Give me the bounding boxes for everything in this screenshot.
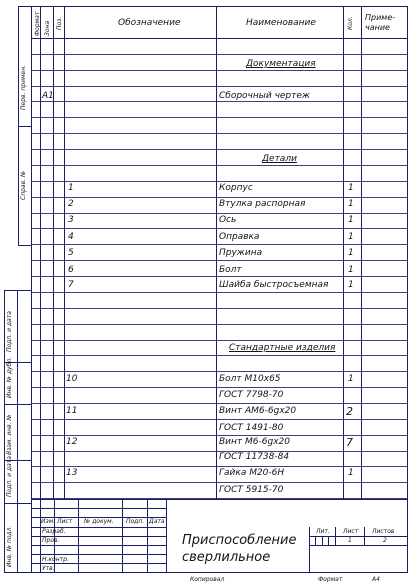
tb-izm: Изм.: [41, 518, 56, 525]
label-podp-data-1: Подп. и дата: [6, 311, 13, 352]
table-row-divider: [31, 466, 408, 467]
header-pos: Поз.: [56, 16, 63, 30]
part-name: Ось: [219, 215, 237, 225]
doc-name: Сборочный чертеж: [219, 91, 311, 101]
label-podp-data-2: Подп. и дата: [6, 456, 13, 497]
std-gost: ГОСТ 7798-70: [219, 390, 284, 400]
table-row-divider: [31, 117, 408, 118]
section-details: Детали: [262, 154, 297, 164]
part-pos: 7: [68, 280, 74, 290]
tb-sheet-val: 1: [348, 537, 352, 544]
label-sprav: Справ. №: [20, 170, 27, 200]
document-title: Приспособление сверлильное: [182, 533, 297, 565]
table-row-divider: [31, 54, 408, 55]
std-qty: 1: [348, 468, 354, 478]
std-name: Болт М10х65: [219, 374, 281, 384]
table-row-divider: [31, 86, 408, 87]
std-gost: ГОСТ 5915-70: [219, 485, 284, 495]
table-row-divider: [31, 101, 408, 102]
std-name: Гайка М20-6Н: [219, 468, 285, 478]
std-pos: 13: [66, 468, 78, 478]
label-perv-primen: Перв. примен.: [20, 64, 27, 110]
part-qty: 1: [348, 265, 354, 275]
std-pos: 12: [66, 437, 78, 447]
label-inv-dubl: Инв. № дубл.: [6, 356, 13, 398]
std-pos: 11: [66, 406, 78, 416]
part-name: Болт: [219, 265, 242, 275]
tb-sheets-val: 2: [383, 537, 387, 544]
section-standard: Стандартные изделия: [229, 343, 336, 353]
part-name: Втулка распорная: [219, 199, 306, 209]
part-pos: 1: [68, 183, 74, 193]
label-inv-podl: Инв. № подл.: [6, 525, 13, 567]
table-row-divider: [31, 165, 408, 166]
tb-prov: Пров.: [42, 537, 60, 544]
table-row-divider: [31, 419, 408, 420]
table-row-divider: [31, 70, 408, 71]
part-qty: 1: [348, 199, 354, 209]
table-row-divider: [31, 228, 408, 229]
tb-sheets: Листов: [372, 528, 395, 535]
footer-copied: Копировал: [190, 576, 225, 583]
header-qty: Кол.: [347, 16, 354, 30]
header-note: Приме- чание: [365, 13, 396, 33]
table-row-divider: [31, 213, 408, 214]
tb-n-kontr: Н.контр.: [42, 556, 69, 563]
std-gost: ГОСТ 11738-84: [219, 452, 290, 462]
part-qty: 1: [348, 280, 354, 290]
part-qty: 1: [348, 248, 354, 258]
std-name: Винт АМ6-6gх20: [219, 406, 297, 416]
label-vzam-inv: Взам. инв. №: [6, 414, 13, 455]
std-qty: 7: [346, 436, 353, 449]
tb-data: Дата: [149, 518, 165, 525]
part-pos: 6: [68, 265, 74, 275]
tb-lit: Лит.: [316, 528, 330, 535]
table-row-divider: [31, 371, 408, 372]
table-row-divider: [31, 181, 408, 182]
table-row-divider: [31, 355, 408, 356]
tb-razrab: Разраб.: [42, 528, 66, 535]
tb-sheet: Лист: [343, 528, 359, 535]
part-name: Корпус: [219, 183, 253, 193]
table-row-divider: [31, 260, 408, 261]
header-zone: Зона: [44, 20, 51, 36]
table-row-divider: [31, 482, 408, 483]
header-format: Формат: [34, 11, 41, 36]
tb-utv: Утв.: [42, 565, 55, 572]
table-row-divider: [31, 403, 408, 404]
header-name: Наименование: [246, 18, 316, 28]
std-name: Винт М6-6gх20: [219, 437, 290, 447]
part-pos: 5: [68, 248, 74, 258]
part-name: Пружина: [219, 248, 263, 258]
part-pos: 4: [68, 232, 74, 242]
part-name: Шайба быстросъемная: [219, 280, 329, 290]
std-gost: ГОСТ 1491-80: [219, 423, 284, 433]
table-row-divider: [31, 276, 408, 277]
table-row-divider: [31, 149, 408, 150]
part-qty: 1: [348, 183, 354, 193]
tb-list: Лист: [57, 518, 73, 525]
doc-format: А1: [42, 91, 54, 101]
footer-format: Формат: [318, 576, 343, 583]
table-row-divider: [31, 324, 408, 325]
part-qty: 1: [348, 232, 354, 242]
part-name: Оправка: [219, 232, 260, 242]
std-pos: 10: [66, 374, 78, 384]
table-row-divider: [31, 340, 408, 341]
std-qty: 1: [348, 374, 354, 384]
header-designation: Обозначение: [118, 18, 181, 28]
part-pos: 3: [68, 215, 74, 225]
part-pos: 2: [68, 199, 74, 209]
part-qty: 1: [348, 215, 354, 225]
tb-podp: Подп.: [126, 518, 145, 525]
table-row-divider: [31, 387, 408, 388]
table-row-divider: [31, 308, 408, 309]
table-row-divider: [31, 133, 408, 134]
table-row-divider: [31, 197, 408, 198]
table-row-divider: [31, 244, 408, 245]
section-documentation: Документация: [246, 59, 316, 69]
std-qty: 2: [346, 405, 353, 418]
table-row-divider: [31, 292, 408, 293]
tb-n-dokum: № докум.: [84, 518, 114, 525]
footer-format-val: А4: [372, 576, 380, 583]
